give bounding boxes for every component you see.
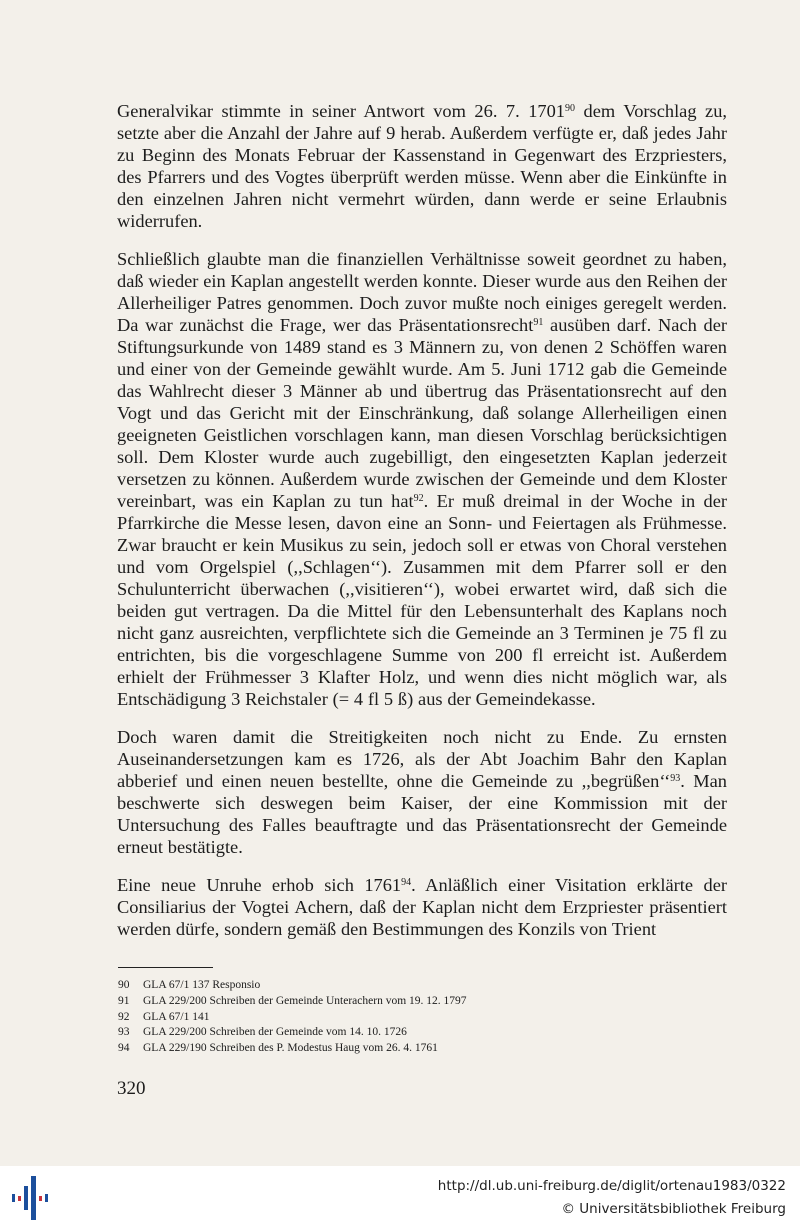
footnote-ref: 91 [533, 317, 544, 328]
footnote-ref: 94 [401, 877, 412, 888]
footnote-ref: 90 [565, 103, 575, 114]
text-segment: ausüben darf. Nach der Stiftungsurkunde von 1489 stand es 3 Männern zu, von denen 2 Schöffen waren und einer von der Gemeinde gewählt wurde. Am 5. Juni 1712 gab die Gemeinde das Wahlrecht dieser 3 Männer ab und übertrug das Präsentationsrecht auf den Vogt und das Gericht mit der Einschränkung, daß solange Allerheiligen einen geeigneten Geistlichen vorschlagen kann, man diesen Vorschlag berücksichtigen soll. Dem Kloster wurde auch zugebilligt, den eingesetzten Kaplan jederzeit versetzen zu können. Außerdem wurde zwischen der Gemeinde und dem Kloster vereinbart, was ein Kaplan zu tun hat [117, 315, 727, 511]
footnote [118, 1041, 728, 1057]
copyright-notice: © Universitätsbibliothek Freiburg [561, 1201, 786, 1217]
source-url-link[interactable]: http://dl.ub.uni-freiburg.de/diglit/ortenau1983/0322 [437, 1178, 786, 1194]
text-segment: . Anläßlich einer Visitation erklärte der Consiliarius der Vogtei Achern, daß der Kaplan nicht dem Erzpriester präsentiert werden dürfe, sondern gemäß den Bestimmungen des Konzils von Trient [117, 875, 727, 939]
body-text [117, 100, 727, 956]
paragraph [117, 100, 727, 232]
footer-bar [0, 1166, 800, 1226]
page-number: 320 [117, 1078, 146, 1099]
footnote-text: GLA 229/190 Schreiben des P. Modestus Haug vom 26. 4. 1761 [143, 1042, 438, 1055]
footnote-separator [118, 967, 213, 968]
footnotes [118, 978, 728, 1057]
footnote-number: 94 [118, 1042, 130, 1055]
footnote-text: GLA 229/200 Schreiben der Gemeinde Unterachern vom 19. 12. 1797 [143, 994, 467, 1007]
text-segment: Generalvikar stimmte in seiner Antwort vom 26. 7. 1701 [117, 101, 565, 121]
footnote-number: 93 [118, 1026, 130, 1039]
footnote-text: GLA 229/200 Schreiben der Gemeinde vom 14. 10. 1726 [143, 1026, 407, 1039]
footnote [118, 994, 728, 1010]
footnote-ref: 92 [413, 493, 424, 504]
text-segment: Schließlich glaubte man die finanziellen Verhältnisse soweit geordnet zu haben, daß wieder ein Kaplan angestellt werden konnte. Dieser wurde aus den Reihen der Allerheiliger Patres genommen. Doch zuvor mußte noch einiges geregelt werden. Da war zunächst die Frage, wer das Präsentationsrecht [117, 249, 727, 335]
footnote-number: 92 [118, 1010, 130, 1023]
text-segment: . Er muß dreimal in der Woche in der Pfarrkirche die Messe lesen, davon eine an Sonn- und Feiertagen als Frühmesse. Zwar braucht er kein Musikus zu sein, jedoch soll er etwas von Choral verstehen und vom Orgelspiel (,,Schlagen‘‘). Zusammen mit dem Pfarrer soll er den Schulunterricht überwachen (,,visitieren‘‘), wobei erwartet wird, daß sich die beiden gut vertragen. Da die Mittel für den Lebensunterhalt des Kaplans noch nicht ganz ausreichten, verpflichtete sich die Gemeinde an 3 Terminen je 75 fl zu entrichten, bis die vorgeschlagene Summe von 200 fl erreicht ist. Außerdem erhielt der Frühmesser 3 Klafter Holz, und wenn dies nicht möglich war, als Entschädigung 3 Reichstaler (= 4 fl 5 ß) aus der Gemeindekasse. [117, 491, 727, 709]
text-segment: dem Vorschlag zu, setzte aber die Anzahl der Jahre auf 9 herab. Außerdem verfügte er, daß jedes Jahr zu Beginn des Monats Februar der Kassenstand in Gegenwart des Erzpriesters, des Pfarrers und des Vogtes überprüft werden müsse. Wenn aber die Einkünfte in den einzelnen Jahren nicht vermehrt würden, dann werde er seine Erlaubnis widerrufen. [117, 101, 727, 231]
text-segment: Doch waren damit die Streitigkeiten noch nicht zu Ende. Zu ernsten Auseinandersetzungen kam es 1726, als der Abt Joachim Bahr den Kaplan abberief und einen neuen bestellte, ohne die Gemeinde zu ,,begrüßen‘‘ [117, 727, 727, 791]
footnote [118, 1025, 728, 1041]
paragraph [117, 726, 727, 858]
footnote-ref: 93 [670, 773, 681, 784]
footnote-number: 90 [118, 979, 130, 991]
text-segment: . Man beschwerte sich deswegen beim Kaiser, der eine Kommission mit der Untersuchung des Falles beauftragte und das Präsentationsrecht der Gemeinde erneut bestätigte. [117, 771, 727, 857]
text-segment: Eine neue Unruhe erhob sich 1761 [117, 875, 402, 895]
footnote-number: 91 [118, 994, 130, 1007]
footnote [118, 978, 728, 994]
footnote [118, 1010, 728, 1026]
footnote-text: GLA 67/1 141 [143, 1010, 210, 1023]
paragraph [117, 874, 727, 940]
paragraph [117, 248, 727, 710]
library-logo-icon [12, 1176, 52, 1225]
footnote-text: GLA 67/1 137 Responsio [143, 979, 261, 991]
